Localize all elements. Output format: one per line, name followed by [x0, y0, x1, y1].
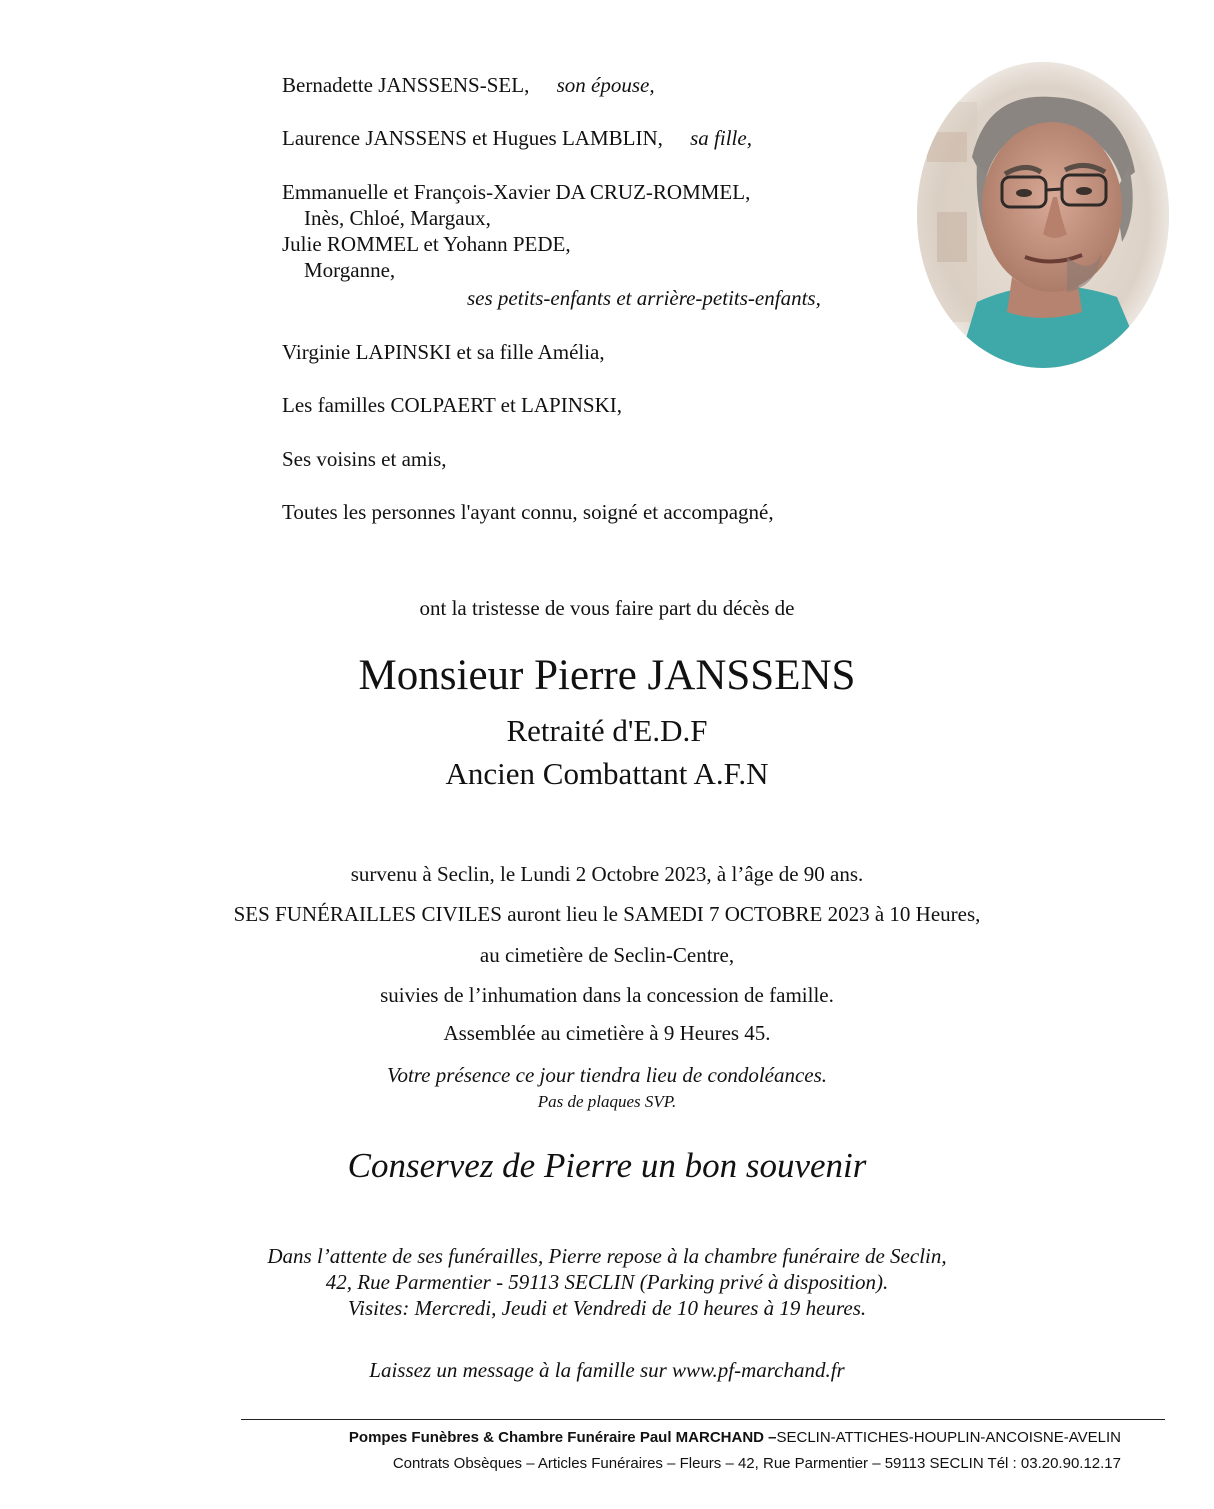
grandchildren-relation: ses petits-enfants et arrière-petits-enfants, — [467, 286, 821, 310]
deceased-title-1: Retraité d'E.D.F — [506, 713, 708, 748]
spouse-relation: son épouse, — [556, 73, 655, 97]
grandchild-family-1: Emmanuelle et François-Xavier DA CRUZ-ROMMEL, — [282, 180, 751, 204]
footer-towns: SECLIN-ATTICHES-HOUPLIN-ANCOISNE-AVELIN — [776, 1429, 1121, 1446]
family-line-families: Les familles COLPAERT et LAPINSKI, — [282, 393, 622, 417]
grandchild-family-1-kids: Inès, Chloé, Margaux, — [304, 206, 491, 230]
condolences-note: Votre présence ce jour tiendra lieu de condoléances. — [386, 1063, 828, 1087]
rest-line-1: Dans l’attente de ses funérailles, Pierre repose à la chambre funéraire de Seclin, — [267, 1244, 947, 1268]
daughter-name: Laurence JANSSENS et Hugues LAMBLIN, — [282, 126, 663, 150]
no-plaques-note: Pas de plaques SVP. — [537, 1092, 677, 1111]
footer-company: Pompes Funèbres & Chambre Funéraire Paul MARCHAND – — [348, 1429, 777, 1446]
deceased-title-2: Ancien Combattant A.F.N — [445, 756, 769, 791]
funeral-details: SES FUNÉRAILLES CIVILES auront lieu le SAMEDI 7 OCTOBRE 2023 à 10 Heures, — [233, 902, 981, 926]
announcement-intro: ont la tristesse de vous faire part du décès de — [419, 596, 795, 620]
family-line-neighbors: Ses voisins et amis, — [282, 447, 447, 471]
footer-company-line — [241, 1429, 1121, 1446]
family-line-virginie: Virginie LAPINSKI et sa fille Amélia, — [282, 340, 605, 364]
deceased-name: Monsieur Pierre JANSSENS — [358, 652, 856, 699]
gathering-time: Assemblée au cimetière à 9 Heures 45. — [443, 1021, 771, 1045]
footer-services: Contrats Obsèques – Articles Funéraires – Fleurs – 42, Rue Parmentier – 59113 SECLIN Tél : 03.20.90.12.17 — [392, 1455, 1121, 1472]
online-message: Laissez un message à la famille sur www.pf-marchand.fr — [369, 1358, 845, 1382]
grandchild-family-2: Julie ROMMEL et Yohann PEDE, — [282, 232, 571, 256]
daughter-relation: sa fille, — [690, 126, 752, 150]
spouse-name: Bernadette JANSSENS-SEL, — [282, 73, 530, 97]
memory-phrase: Conservez de Pierre un bon souvenir — [347, 1146, 867, 1185]
grandchild-family-2-kids: Morganne, — [304, 258, 396, 282]
rest-line-3: Visites: Mercredi, Jeudi et Vendredi de 10 heures à 19 heures. — [347, 1296, 867, 1320]
family-line-daughter — [282, 125, 752, 151]
deceased-portrait — [917, 62, 1169, 368]
burial-details: suivies de l’inhumation dans la concession de famille. — [380, 983, 834, 1007]
family-line-all: Toutes les personnes l'ayant connu, soigné et accompagné, — [282, 500, 774, 524]
footer-divider — [241, 1419, 1165, 1420]
funeral-place: au cimetière de Seclin-Centre, — [479, 943, 735, 967]
family-line-spouse — [282, 72, 655, 98]
rest-line-2: 42, Rue Parmentier - 59113 SECLIN (Parking privé à disposition). — [325, 1270, 889, 1294]
death-details: survenu à Seclin, le Lundi 2 Octobre 2023, à l’âge de 90 ans. — [350, 862, 864, 886]
